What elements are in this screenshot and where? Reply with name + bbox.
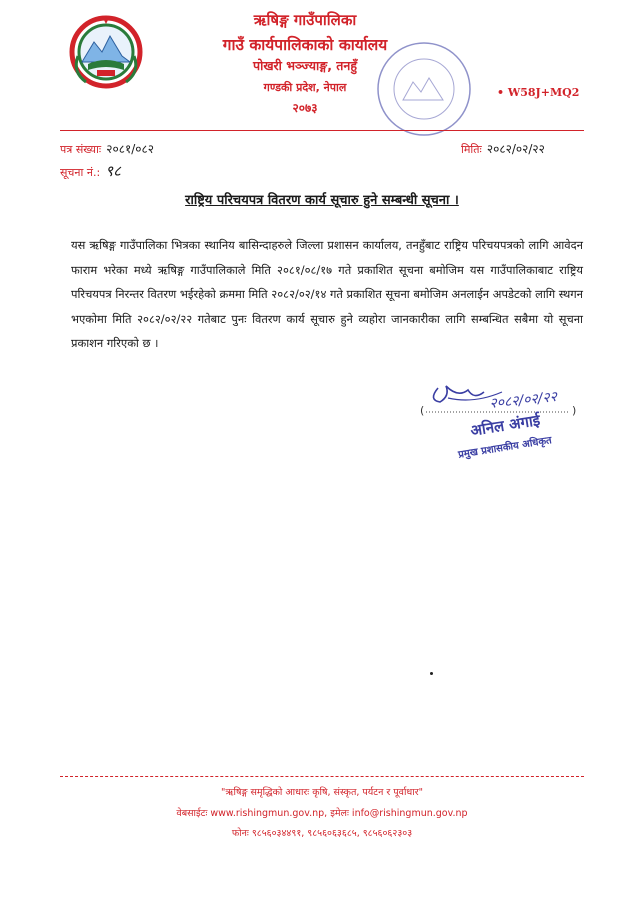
- established-year: २०७३: [292, 101, 318, 115]
- header-divider: [60, 130, 584, 131]
- letter-date: [461, 138, 545, 157]
- signature-date: २०८२/०२/२२: [488, 388, 558, 412]
- ref-label: पत्र संख्याः: [60, 143, 102, 156]
- stray-dot: [430, 672, 433, 675]
- subject-text: राष्ट्रिय परिचयपत्र वितरण कार्य सूचारु हुने सम्बन्धी सूचना ।: [185, 193, 459, 208]
- signatory-name: अनिल अंगाई: [469, 411, 542, 440]
- footer-divider: [60, 776, 584, 777]
- svg-text:(: (: [420, 404, 425, 417]
- signatory-title: प्रमुख प्रशासकीय अधिकृत: [457, 435, 553, 461]
- office-location: पोखरी भञ्ज्याङ्ग, तनहुँ: [252, 58, 358, 73]
- office-stamp-icon: [373, 38, 475, 140]
- notice-body: यस ऋषिङ्ग गाउँपालिका भित्रका स्थानिय बासिन्दाहरुले जिल्ला प्रशासन कार्यालय, तनहुँबाट राष्ट्रिय परिचयपत्रको लागि आवेदन फाराम भरेका मध्ये ऋषिङ्ग गाउँपालिकाले मिति २०८१/०८/१७ गते प्रकाशित सूचना बमोजिम यस गाउँपालिकाबाट राष्ट्रिय परिचयपत्र निरन्तर वितरण भईरहेको क्रममा मिति २०८२/०२/१४ गते प्रकाशित सूचना बमोजिम अनलाईन अपडेटको लागि स्थगन भएकोमा मिति २०८२/०२/२२ गतेबाट पुनः वितरण कार्य सूचारु हुने व्यहोरा जानकारीका लागि सम्बन्धित सबैमा यो सूचना प्रकाशन गरिएको छ ।: [71, 238, 583, 351]
- footer-contact-web: वेबसाईटः www.rishingmun.gov.np, इमेलः info@rishingmun.gov.np: [176, 808, 468, 819]
- svg-text:): ): [572, 404, 577, 417]
- ref-value: २०८१/०८२: [106, 142, 154, 156]
- notice-value: ९८: [105, 162, 121, 180]
- footer-contact-phone: फोनः ९८५६०३४४९१, ९८५६०६३६८५, ९८५६०६२३०३: [231, 828, 413, 839]
- province-name: गण्डकी प्रदेश, नेपाल: [263, 81, 347, 94]
- footer-slogan: "ऋषिङ्ग समृद्धिको आधारः कृषि, संस्कृत, पर्यटन र पूर्वाधार": [221, 787, 423, 798]
- nepal-emblem-icon: [66, 12, 146, 90]
- date-label: मितिः: [461, 143, 482, 156]
- municipality-name: ऋषिङ्ग गाउँपालिका: [253, 11, 357, 29]
- reference-number: [60, 138, 154, 157]
- notice-subject: [60, 190, 584, 208]
- notice-label: सूचना नं.:: [60, 166, 101, 179]
- notice-number: [60, 161, 121, 181]
- plus-code: • W58J+MQ2: [497, 86, 580, 99]
- office-name: गाउँ कार्यपालिकाको कार्यालय: [222, 36, 388, 54]
- date-value: २०८२/०२/२२: [486, 142, 545, 156]
